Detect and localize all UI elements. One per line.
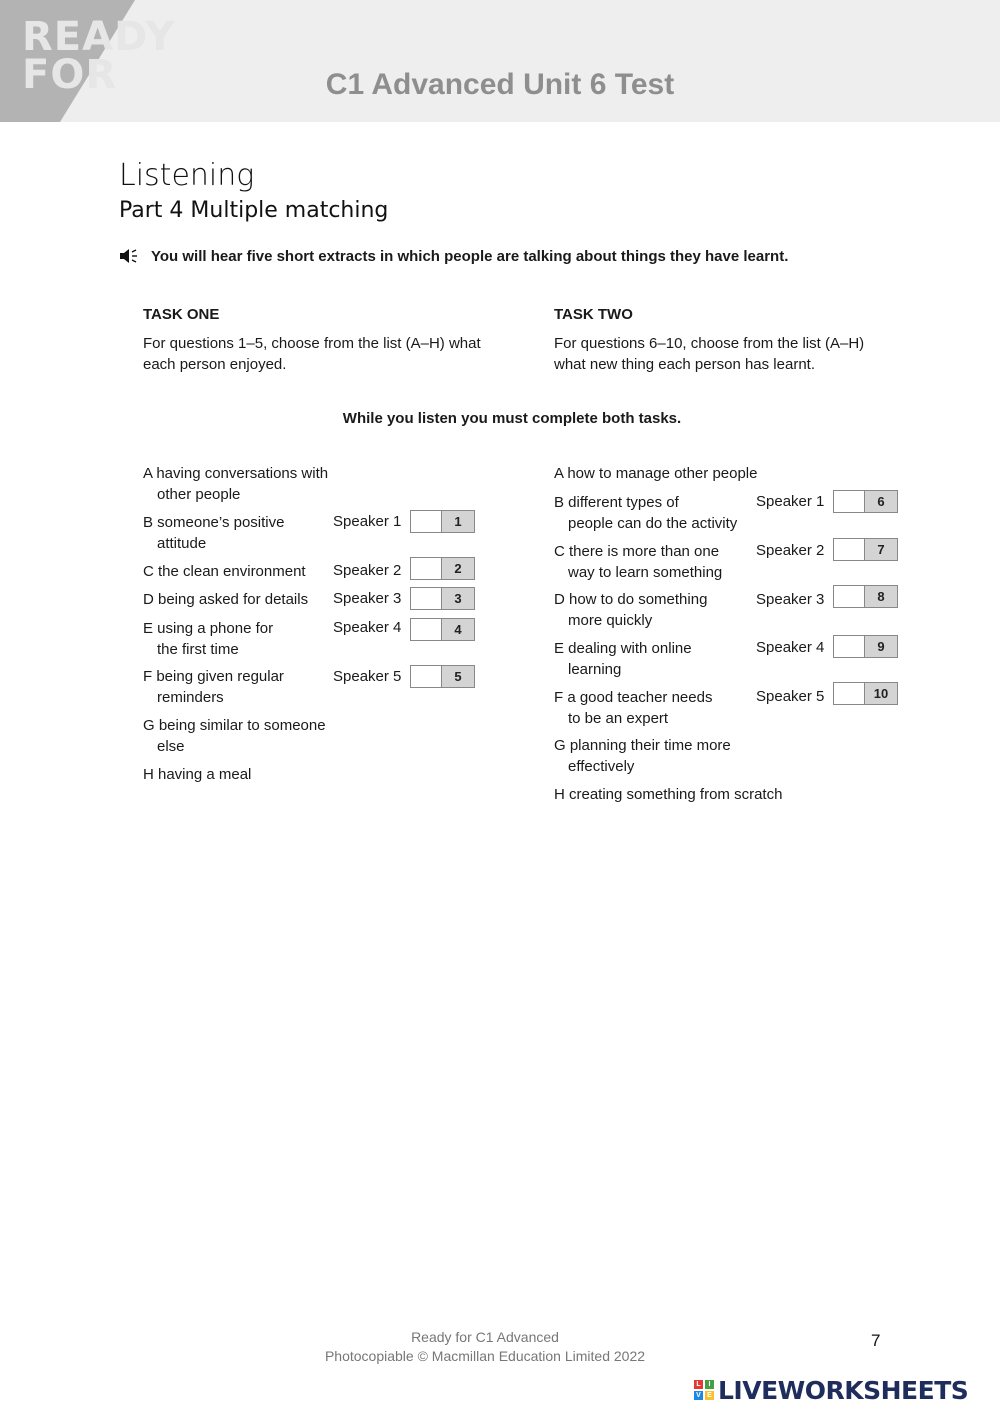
answer-box-8[interactable] [833,585,898,608]
answer-input-6[interactable] [834,491,865,512]
answer-box-6[interactable] [833,490,898,513]
question-number-6: 6 [865,491,897,512]
task-one-speaker-3-label: Speaker 3 [333,590,402,607]
task-one-option-e: E using a phone for the first time [143,620,274,658]
question-number-2: 2 [442,558,474,579]
liveworksheets-brand[interactable] [694,1374,968,1406]
question-number-4: 4 [442,619,474,640]
section-subtitle: Part 4 Multiple matching [119,198,389,223]
task-one-option-c: C the clean environment [143,563,306,580]
task-one-option-f: F being given regular reminders [143,668,284,706]
answer-input-1[interactable] [411,511,442,532]
question-number-9: 9 [865,636,897,657]
instruction-text: While you listen you must complete both tasks. [342,410,682,427]
answer-input-2[interactable] [411,558,442,579]
answer-input-5[interactable] [411,666,442,687]
answer-box-5[interactable] [410,665,475,688]
ready-for-logo: READY FOR [22,14,176,98]
task-one-speaker-4-label: Speaker 4 [333,619,402,636]
question-number-1: 1 [442,511,474,532]
question-number-10: 10 [865,683,897,704]
brand-tile-l: L [694,1380,703,1389]
task-two-option-d: D how to do something more quickly [554,591,708,629]
task-two-heading: TASK TWO [554,306,633,323]
question-number-8: 8 [865,586,897,607]
task-one-speaker-2-label: Speaker 2 [333,562,402,579]
brand-tile-i: I [705,1380,714,1389]
task-one-option-b: B someone’s positive attitude [143,514,285,552]
answer-input-3[interactable] [411,588,442,609]
brand-tile-e: E [705,1391,714,1400]
answer-box-4[interactable] [410,618,475,641]
task-two-option-b: B different types of people can do the activity [554,494,738,532]
question-number-7: 7 [865,539,897,560]
answer-box-3[interactable] [410,587,475,610]
liveworksheets-wordmark: LIVEWORKSHEETS [718,1375,969,1405]
task-two-speaker-2-label: Speaker 2 [756,542,825,559]
footer-book-title: Ready for C1 Advanced [411,1329,559,1345]
answer-input-10[interactable] [834,683,865,704]
question-number-3: 3 [442,588,474,609]
answer-input-7[interactable] [834,539,865,560]
task-two-speaker-1-label: Speaker 1 [756,493,825,510]
answer-input-4[interactable] [411,619,442,640]
answer-input-9[interactable] [834,636,865,657]
page-header [0,0,1000,122]
footer-copyright: Photocopiable © Macmillan Education Limited 2022 [324,1348,646,1364]
task-two-option-f: F a good teacher needs to be an expert [554,689,713,727]
task-two-option-a: A how to manage other people [554,465,758,482]
task-two-speaker-4-label: Speaker 4 [756,639,825,656]
task-one-speaker-5-label: Speaker 5 [333,668,402,685]
task-one-speaker-1-label: Speaker 1 [333,513,402,530]
task-two-description: For questions 6–10, choose from the list (A–H) what new thing each person has learnt. [554,335,865,373]
answer-box-10[interactable] [833,682,898,705]
task-one-option-g: G being similar to someone else [143,717,326,755]
intro-text: You will hear five short extracts in which people are talking about things they have learnt. [151,248,789,265]
answer-box-9[interactable] [833,635,898,658]
task-one-option-d: D being asked for details [143,591,309,608]
speaker-audio-icon[interactable] [119,247,139,265]
liveworksheets-logo-icon [694,1380,714,1400]
task-one-option-h: H having a meal [143,766,252,783]
task-two-speaker-5-label: Speaker 5 [756,688,825,705]
task-one-heading: TASK ONE [143,306,220,323]
task-two-speaker-3-label: Speaker 3 [756,591,825,608]
task-two-option-h: H creating something from scratch [554,786,783,803]
task-one-description: For questions 1–5, choose from the list (A–H) what each person enjoyed. [143,335,481,373]
section-title: Listening [119,158,255,193]
answer-box-1[interactable] [410,510,475,533]
task-two-option-g: G planning their time more effectively [554,737,731,775]
brand-tile-v: V [694,1391,703,1400]
answer-input-8[interactable] [834,586,865,607]
document-title: C1 Advanced Unit 6 Test [325,68,675,101]
answer-box-2[interactable] [410,557,475,580]
page-number: 7 [871,1331,881,1350]
question-number-5: 5 [442,666,474,687]
task-two-option-c: C there is more than one way to learn something [554,543,723,581]
task-two-option-e: E dealing with online learning [554,640,692,678]
answer-box-7[interactable] [833,538,898,561]
task-one-option-a: A having conversations with other people [143,465,329,503]
